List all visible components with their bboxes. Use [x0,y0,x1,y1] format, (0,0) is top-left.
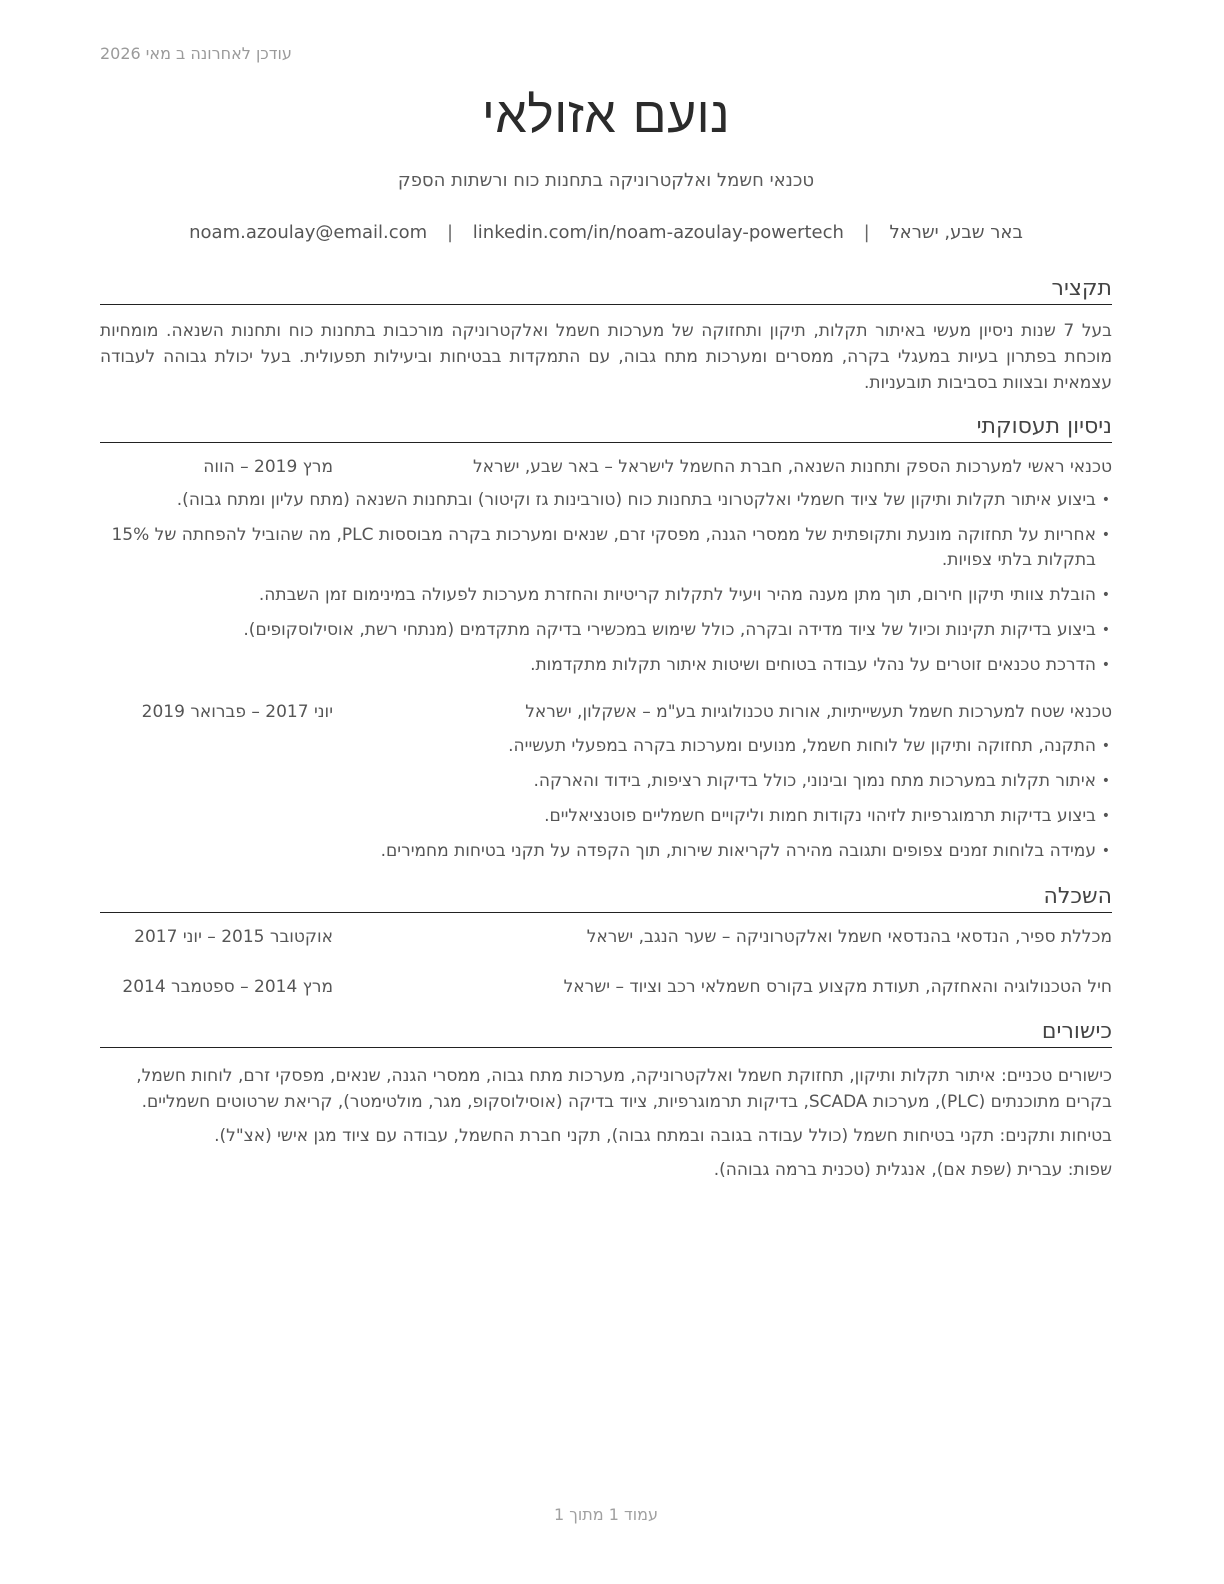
summary-heading: תקציר [100,276,1112,305]
list-item: • ביצוע בדיקות תרמוגרפיות לזיהוי נקודות חמות וליקויים חשמליים פוטנציאליים. [100,804,1112,829]
job-bullets [100,734,1112,874]
job-bullets [100,488,1112,688]
list-item: • ביצוע איתור תקלות ותיקון של ציוד חשמלי ואלקטרוני בתחנות כוח (טורבינות גז וקיטור) ובתחנות השנאה (מתח עליון ומתח גבוה). [100,488,1112,513]
linkedin-link[interactable]: linkedin.com/in/noam-azoulay-powertech [472,222,844,243]
candidate-name: נועם אזולאי [481,86,731,144]
education-row [100,927,1112,953]
job-title: טכנאי ראשי למערכות הספק ותחנות השנאה, חברת החשמל לישראל – באר שבע, ישראל [472,457,1112,477]
education-dates: אוקטובר 2015 – יוני 2017 [134,927,333,947]
separator: | [446,222,454,243]
list-item: • הובלת צוותי תיקון חירום, תוך מתן מענה מהיר ויעיל לתקלות קריטיות והחזרת מערכות לפעולה במינימום זמן השבתה. [100,583,1112,608]
resume-page [100,0,1112,1584]
skills-safety: בטיחות ותקנים: תקני בטיחות חשמל (כולל עבודה בגובה ובמתח גבוה), תקני חברת החשמל, עבודה עם ציוד מגן אישי (אצ"ל). [214,1126,1112,1146]
job-dates: מרץ 2019 – הווה [203,457,333,477]
list-item: • אחריות על תחזוקה מונעת ותקופתית של ממסרי הגנה, מפסקי זרם, שנאים ומערכות בקרה מבוססות PLC, מה שהוביל להפחתה של 15% בתקלות בלתי צפויות. [100,523,1112,573]
location: באר שבע, ישראל [889,222,1023,243]
job-title: טכנאי שטח למערכות חשמל תעשייתיות, אורות טכנולוגיות בע"מ – אשקלון, ישראל [525,702,1112,722]
list-item: • התקנה, תחזוקה ותיקון של לוחות חשמל, מנועים ומערכות בקרה במפעלי תעשייה. [100,734,1112,759]
contact-line [100,222,1112,243]
list-item: • הדרכת טכנאים זוטרים על נהלי עבודה בטוחים ושיטות איתור תקלות מתקדמות. [100,653,1112,678]
list-item: • איתור תקלות במערכות מתח נמוך ובינוני, כולל בדיקות רציפות, בידוד והארקה. [100,769,1112,794]
last-updated: עודכן לאחרונה ב מאי 2026 [100,44,292,63]
experience-heading: ניסיון תעסוקתי [100,414,1112,443]
separator: | [863,222,870,243]
list-item: • ביצוע בדיקות תקינות וכיול של ציוד מדידה ובקרה, כולל שימוש במכשירי בדיקה מתקדמים (מנתחי רשת, אוסילוסקופים). [100,618,1112,643]
job-row [100,702,1112,728]
list-item: • עמידה בלוחות זמנים צפופים ותגובה מהירה לקריאות שירות, תוך הקפדה על תקני בטיחות מחמירים. [100,839,1112,864]
skills-technical: כישורים טכניים: איתור תקלות ותיקון, תחזוקת חשמל ואלקטרוניקה, מערכות מתח גבוה, ממסרי הגנה, שנאים, מפסקי זרם, לוחות חשמל, בקרים מתוכנתים (PLC), מערכות SCADA, בדיקות תרמוגרפיות, ציוד בדיקה (אוסילוסקופ, מגר, מולטימטר), קריאת שרטוטים חשמליים. [136,1066,1112,1112]
skills-languages: שפות: עברית (שפת אם), אנגלית (טכנית ברמה גבוהה). [713,1160,1112,1180]
skills-heading: כישורים [100,1019,1112,1048]
education-row [100,977,1112,1003]
job-row [100,457,1112,483]
page-footer: עמוד 1 מתוך 1 [554,1505,658,1524]
candidate-subtitle: טכנאי חשמל ואלקטרוניקה בתחנות כוח ורשתות הספק [397,170,815,191]
job-dates: יוני 2017 – פברואר 2019 [141,702,333,722]
summary-text: בעל 7 שנות ניסיון מעשי באיתור תקלות, תיקון ותחזוקה של מערכות חשמל ואלקטרוניקה מורכבות בתחנות כוח ותחנות השנאה. מומחיות מוכחת בפתרון בעיות במעגלי בקרה, ממסרים ומערכות מתח גבוה, עם התמקדות בבטיחות וביעילות תפעולית. בעל יכולת גבוהה לעבודה עצמאית ובצוות בסביבות תובעניות. [100,321,1112,393]
education-title: חיל הטכנולוגיה והאחזקה, תעודת מקצוע בקורס חשמלאי רכב וציוד – ישראל [563,977,1112,997]
email-link[interactable]: noam.azoulay@email.com [189,222,428,243]
education-dates: מרץ 2014 – ספטמבר 2014 [122,977,333,997]
education-title: מכללת ספיר, הנדסאי בהנדסאי חשמל ואלקטרוניקה – שער הנגב, ישראל [586,927,1112,947]
education-heading: השכלה [100,884,1112,913]
